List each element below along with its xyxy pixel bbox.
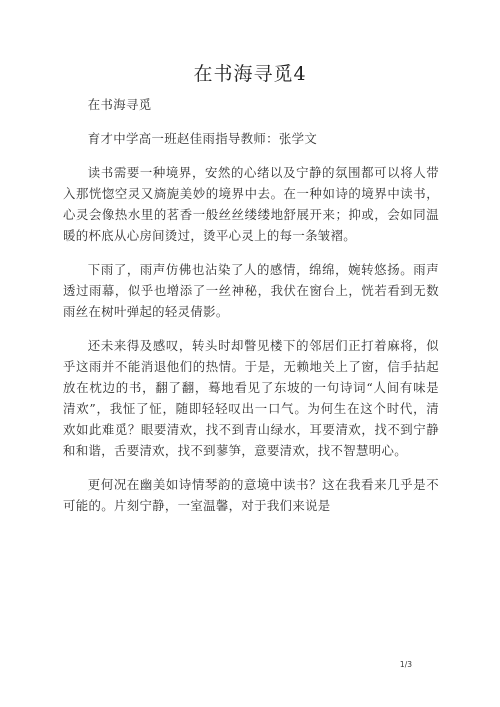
paragraph-author: 育才中学高一班赵佳雨指导教师：张学文 xyxy=(87,131,318,146)
page-number: 1/3 xyxy=(399,660,412,669)
document-title: 在书海寻觅4 xyxy=(193,63,307,85)
paragraph-subtitle: 在书海寻觅 xyxy=(87,97,152,112)
paragraph: 下雨了，雨声仿佛也沾染了人的感情，绵绵，婉转悠扬。雨声透过雨幕，似乎也增添了一丝神秘，我伏在窗台上，恍若看到无数雨丝在树叶弹起的轻灵倩影。 xyxy=(63,262,439,319)
paragraph: 还未来得及感叹，转头时却瞥见楼下的邻居们正打着麻将，似乎这雨并不能消退他们的热情。于是，无赖地关上了窗，信手拈起放在枕边的书，翻了翻，蓦地看见了东坡的一句诗词“人间有味是清欢”，我怔了怔，随即轻轻叹出一口气。为何生在这个时代，清欢如此难觅？眼要清欢，找不到青山绿水，耳要清欢，找不到宁静和和谐，舌要清欢，找不到蓼笋，意要清欢，找不智慧明心。 xyxy=(63,338,439,458)
document-body xyxy=(63,94,439,529)
paragraph: 读书需要一种境界，安然的心绪以及宁静的氛围都可以将人带入那恍惚空灵又旖旎美妙的境界中去。在一种如诗的境界中读书，心灵会像热水里的茗香一般丝丝缕缕地舒展开来；抑或，会如同温暖的杯底从心房间烫过，烫平心灵上的每一条皱褶。 xyxy=(63,165,439,243)
paragraph: 更何况在幽美如诗情琴韵的意境中读书？这在我看来几乎是不可能的。片刻宁静，一室温馨，对于我们来说是 xyxy=(63,477,439,513)
